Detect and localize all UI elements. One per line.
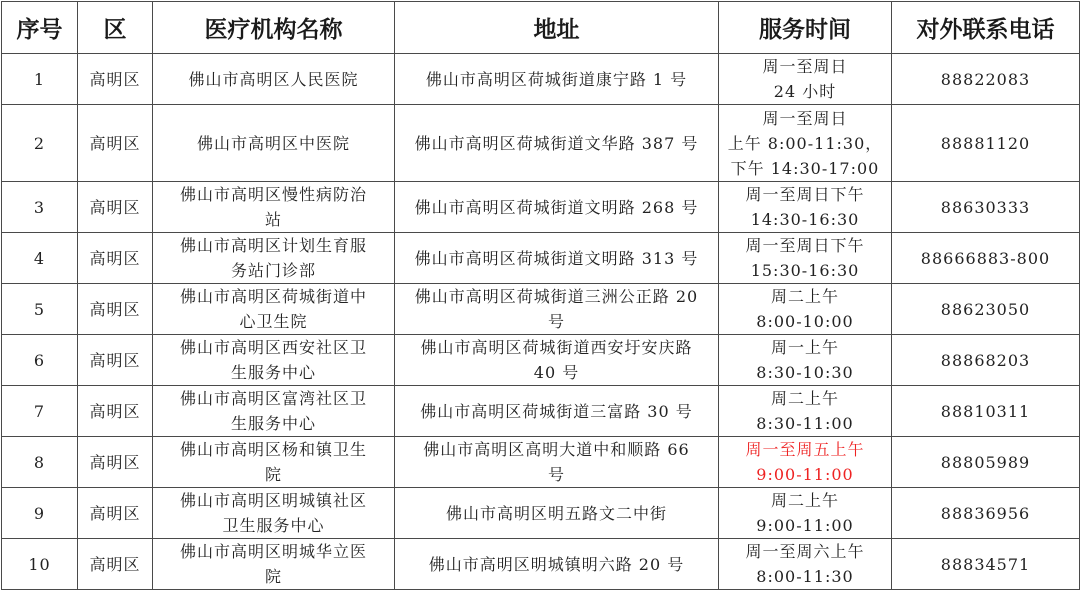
- cell-district: 高明区: [78, 335, 153, 386]
- table-row: [2, 54, 1080, 105]
- cell-hours: [719, 335, 892, 386]
- cell-name-line: 院: [264, 465, 282, 484]
- cell-name-line: 生服务中心: [230, 414, 316, 433]
- table-row: [2, 488, 1080, 539]
- cell-address-line: 佛山市高明区荷城街道西安圩安庆路: [420, 338, 693, 357]
- cell-address-line: 号: [547, 312, 565, 331]
- cell-hours-line: 周一至周日: [762, 57, 848, 76]
- cell-district: 高明区: [78, 437, 153, 488]
- cell-address: [395, 182, 719, 233]
- cell-address: [395, 386, 719, 437]
- cell-name-line: 站: [264, 210, 282, 229]
- cell-hours-line: 8:00-11:30: [756, 567, 854, 586]
- cell-hours-line: 8:30-10:30: [756, 363, 854, 382]
- cell-hours-line: 周一至周日: [762, 108, 848, 128]
- cell-name-line: 佛山市高明区富湾社区卫: [179, 389, 367, 408]
- cell-name-line: 院: [264, 567, 282, 586]
- cell-address-line: 佛山市高明区荷城街道文华路 387 号: [414, 133, 699, 153]
- cell-hours-line: 上午 8:00-11:30，: [727, 133, 883, 153]
- cell-name-line: 佛山市高明区慢性病防治: [179, 185, 367, 204]
- cell-name: [153, 386, 395, 437]
- cell-hours-line: 15:30-16:30: [750, 261, 860, 280]
- cell-hours-line: 周二上午: [770, 389, 839, 408]
- cell-address: [395, 539, 719, 590]
- cell-name-line: 佛山市高明区中医院: [196, 133, 350, 153]
- cell-address: [395, 105, 719, 182]
- cell-phone: 88630333: [892, 182, 1080, 233]
- cell-hours: [719, 284, 892, 335]
- cell-address-line: 40 号: [533, 363, 580, 382]
- cell-address: [395, 284, 719, 335]
- cell-name-line: 佛山市高明区明城华立医: [179, 542, 367, 561]
- cell-name: [153, 335, 395, 386]
- cell-phone: 88810311: [892, 386, 1080, 437]
- cell-hours: [719, 488, 892, 539]
- table-row: [2, 386, 1080, 437]
- cell-phone: 88623050: [892, 284, 1080, 335]
- cell-name: [153, 539, 395, 590]
- cell-hours: [719, 105, 892, 182]
- cell-address-line: 佛山市高明区荷城街道文明路 268 号: [414, 197, 699, 217]
- cell-hours-line: 24 小时: [773, 82, 837, 101]
- cell-address-line: 佛山市高明区荷城街道三富路 30 号: [420, 401, 693, 421]
- cell-district: 高明区: [78, 105, 153, 182]
- cell-district: 高明区: [78, 539, 153, 590]
- cell-hours: [719, 437, 892, 488]
- cell-hours-line: 8:30-11:00: [756, 414, 854, 433]
- cell-name-line: 佛山市高明区计划生育服: [179, 236, 367, 255]
- table-row: [2, 182, 1080, 233]
- cell-district: 高明区: [78, 488, 153, 539]
- table-row: [2, 335, 1080, 386]
- table-row: [2, 437, 1080, 488]
- cell-phone: 88836956: [892, 488, 1080, 539]
- cell-name: [153, 488, 395, 539]
- cell-address-line: 佛山市高明区高明大道中和顺路 66: [423, 440, 690, 459]
- header-hours: 服务时间: [719, 2, 892, 54]
- cell-address-line: 佛山市高明区荷城街道三洲公正路 20: [414, 287, 699, 306]
- cell-name-line: 务站门诊部: [230, 261, 316, 280]
- table-row: [2, 284, 1080, 335]
- cell-hours-line: 下午 14:30-17:00: [730, 158, 880, 178]
- cell-hours-line: 周一至周日下午: [745, 185, 865, 204]
- cell-hours-line: 9:00-11:00: [756, 516, 854, 535]
- cell-name-line: 心卫生院: [239, 312, 308, 331]
- cell-address-line: 佛山市高明区荷城街道康宁路 1 号: [425, 69, 688, 89]
- cell-name-line: 佛山市高明区荷城街道中: [179, 287, 367, 306]
- cell-name: [153, 182, 395, 233]
- cell-hours-line: 周二上午: [770, 287, 839, 306]
- cell-hours-line: 9:00-11:00: [756, 465, 854, 484]
- cell-address-line: 佛山市高明区明五路文二中街: [445, 503, 667, 523]
- cell-phone: 88881120: [892, 105, 1080, 182]
- cell-hours-line: 周二上午: [770, 491, 839, 510]
- cell-address-line: 佛山市高明区明城镇明六路 20 号: [428, 554, 685, 574]
- cell-no: 5: [2, 284, 78, 335]
- cell-address: [395, 54, 719, 105]
- cell-name: [153, 105, 395, 182]
- cell-phone: 88666883-800: [892, 233, 1080, 284]
- clinic-table: [1, 1, 1080, 590]
- cell-phone: 88834571: [892, 539, 1080, 590]
- cell-address: [395, 437, 719, 488]
- cell-hours: [719, 182, 892, 233]
- cell-no: 1: [2, 54, 78, 105]
- cell-hours-line: 14:30-16:30: [750, 210, 860, 229]
- cell-no: 3: [2, 182, 78, 233]
- cell-hours-line: 周一至周六上午: [745, 542, 865, 561]
- cell-hours: [719, 386, 892, 437]
- cell-name-line: 佛山市高明区西安社区卫: [179, 338, 367, 357]
- header-row: [2, 2, 1080, 54]
- cell-address: [395, 233, 719, 284]
- table-row: [2, 539, 1080, 590]
- cell-name-line: 佛山市高明区明城镇社区: [179, 491, 367, 510]
- cell-hours-line: 周一上午: [770, 338, 839, 357]
- table-row: [2, 233, 1080, 284]
- header-phone: 对外联系电话: [892, 2, 1080, 54]
- cell-no: 6: [2, 335, 78, 386]
- cell-name: [153, 233, 395, 284]
- cell-phone: 88805989: [892, 437, 1080, 488]
- cell-name: [153, 54, 395, 105]
- cell-address: [395, 335, 719, 386]
- header-district: 区: [78, 2, 153, 54]
- cell-hours-line: 周一至周日下午: [745, 236, 865, 255]
- cell-no: 4: [2, 233, 78, 284]
- header-name: 医疗机构名称: [153, 2, 395, 54]
- cell-district: 高明区: [78, 386, 153, 437]
- cell-no: 2: [2, 105, 78, 182]
- cell-no: 9: [2, 488, 78, 539]
- table-body: [2, 54, 1080, 590]
- cell-no: 7: [2, 386, 78, 437]
- cell-hours: [719, 54, 892, 105]
- header-no: 序号: [2, 2, 78, 54]
- table-row: [2, 105, 1080, 182]
- cell-name-line: 卫生服务中心: [222, 516, 325, 535]
- cell-no: 10: [2, 539, 78, 590]
- cell-name: [153, 284, 395, 335]
- cell-name-line: 生服务中心: [230, 363, 316, 382]
- cell-address-line: 号: [547, 465, 565, 484]
- cell-district: 高明区: [78, 233, 153, 284]
- cell-phone: 88868203: [892, 335, 1080, 386]
- cell-address: [395, 488, 719, 539]
- cell-district: 高明区: [78, 284, 153, 335]
- cell-hours-line: 8:00-10:00: [756, 312, 854, 331]
- cell-name: [153, 437, 395, 488]
- header-address: 地址: [395, 2, 719, 54]
- cell-hours: [719, 233, 892, 284]
- cell-district: 高明区: [78, 54, 153, 105]
- cell-hours-line: 周一至周五上午: [745, 440, 865, 459]
- cell-no: 8: [2, 437, 78, 488]
- cell-address-line: 佛山市高明区荷城街道文明路 313 号: [414, 248, 699, 268]
- cell-hours: [719, 539, 892, 590]
- cell-district: 高明区: [78, 182, 153, 233]
- cell-name-line: 佛山市高明区人民医院: [188, 69, 359, 89]
- cell-phone: 88822083: [892, 54, 1080, 105]
- cell-name-line: 佛山市高明区杨和镇卫生: [179, 440, 367, 459]
